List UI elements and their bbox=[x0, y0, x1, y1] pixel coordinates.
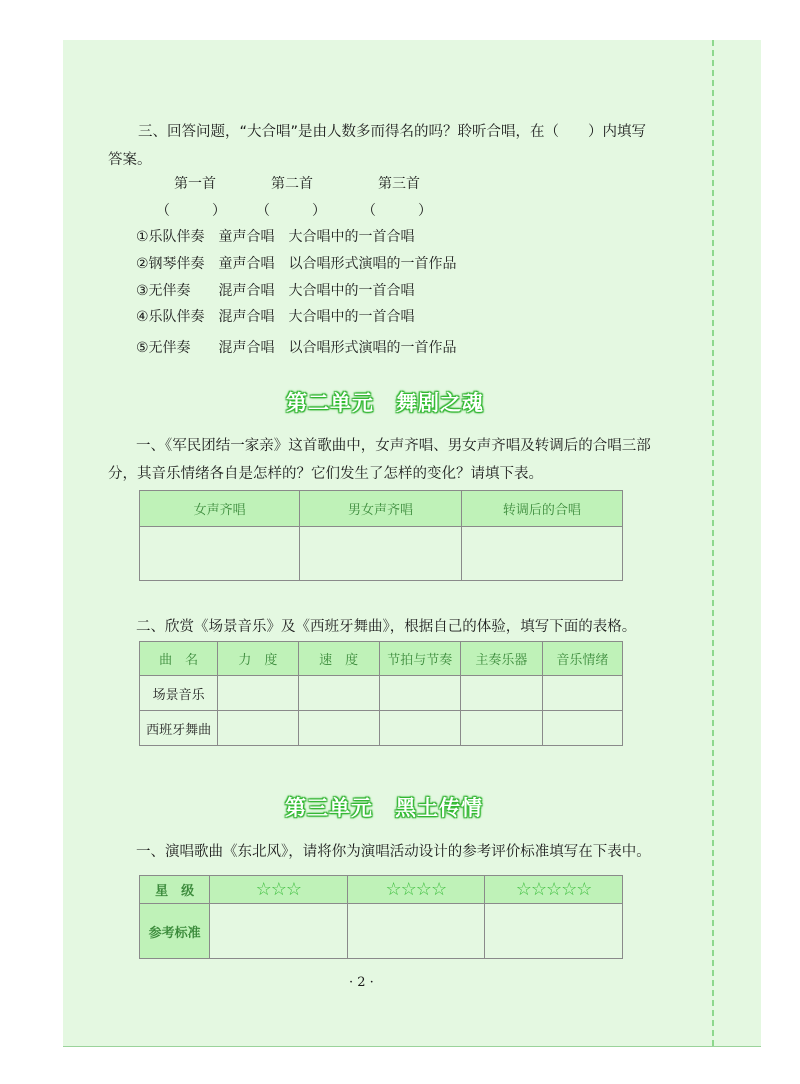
unit2-question2: 二、欣赏《场景音乐》及《西班牙舞曲》，根据自己的体验，填写下面的表格。 bbox=[136, 619, 637, 635]
table-cell[interactable] bbox=[379, 676, 460, 711]
table-cell[interactable] bbox=[379, 711, 460, 746]
star-rating-5 bbox=[485, 876, 623, 904]
song-label-1: 第一首 bbox=[174, 176, 216, 192]
table-cell[interactable] bbox=[485, 904, 623, 959]
table-cell[interactable] bbox=[460, 711, 542, 746]
unit2-title: 第二单元 舞剧之魂 bbox=[286, 391, 484, 415]
table-header: 曲 名 bbox=[140, 642, 218, 676]
table-cell[interactable] bbox=[210, 904, 347, 959]
star-icon: ☆☆☆ bbox=[255, 879, 302, 900]
table-cell[interactable] bbox=[542, 711, 622, 746]
star-rating-4 bbox=[347, 876, 485, 904]
option-1: ①乐队伴奏 童声合唱 大合唱中的一首合唱 bbox=[136, 229, 415, 245]
table-header: 速 度 bbox=[298, 642, 379, 676]
table-row-label: 场景音乐 bbox=[140, 676, 218, 711]
option-3: ③无伴奏 混声合唱 大合唱中的一首合唱 bbox=[136, 283, 415, 299]
table-header: 转调后的合唱 bbox=[461, 491, 622, 527]
star-icon: ☆☆☆☆ bbox=[385, 879, 447, 900]
table-header: 音乐情绪 bbox=[542, 642, 622, 676]
unit2-question1-line1: 一、《军民团结一家亲》这首歌曲中，女声齐唱、男女声齐唱及转调后的合唱三部 bbox=[136, 438, 651, 454]
unit3-title: 第三单元 黑土传情 bbox=[285, 796, 483, 820]
table-header: 节拍与节奏 bbox=[379, 642, 460, 676]
star-icon: ☆☆☆☆☆ bbox=[515, 879, 592, 900]
song-label-2: 第二首 bbox=[271, 176, 313, 192]
emotion-table bbox=[139, 490, 623, 581]
table-cell[interactable] bbox=[298, 711, 379, 746]
option-5: ⑤无伴奏 混声合唱 以合唱形式演唱的一首作品 bbox=[136, 340, 457, 356]
table-cell[interactable] bbox=[218, 711, 298, 746]
table-row-label: 西班牙舞曲 bbox=[140, 711, 218, 746]
table-cell[interactable] bbox=[300, 527, 461, 581]
table-cell[interactable] bbox=[460, 676, 542, 711]
table-cell[interactable] bbox=[140, 527, 300, 581]
rating-table bbox=[139, 875, 623, 959]
table-header: 女声齐唱 bbox=[140, 491, 300, 527]
appreciation-table bbox=[139, 641, 623, 746]
unit2-question1-line2: 分，其音乐情绪各自是怎样的？它们发生了怎样的变化？请填下表。 bbox=[108, 466, 543, 482]
answer-blank-2[interactable]: （ ） bbox=[256, 203, 326, 219]
table-header: 主奏乐器 bbox=[460, 642, 542, 676]
rating-label: 星 级 bbox=[140, 876, 210, 904]
table-cell[interactable] bbox=[298, 676, 379, 711]
table-cell[interactable] bbox=[347, 904, 485, 959]
table-header: 男女声齐唱 bbox=[300, 491, 461, 527]
question-3-line1: 三、回答问题，“大合唱”是由人数多而得名的吗？聆听合唱，在（ ）内填写 bbox=[138, 124, 647, 140]
question-3-line2: 答案。 bbox=[108, 152, 152, 168]
page-number: · 2 · bbox=[349, 975, 374, 990]
option-4: ④乐队伴奏 混声合唱 大合唱中的一首合唱 bbox=[136, 309, 415, 325]
star-rating-3 bbox=[210, 876, 347, 904]
page-bottom-line bbox=[63, 1046, 761, 1047]
unit3-question1: 一、演唱歌曲《东北风》，请将你为演唱活动设计的参考评价标准填写在下表中。 bbox=[136, 844, 651, 860]
answer-blank-3[interactable]: （ ） bbox=[362, 203, 432, 219]
song-label-3: 第三首 bbox=[378, 176, 420, 192]
table-cell[interactable] bbox=[542, 676, 622, 711]
option-2: ②钢琴伴奏 童声合唱 以合唱形式演唱的一首作品 bbox=[136, 256, 457, 272]
table-cell[interactable] bbox=[218, 676, 298, 711]
criteria-label: 参考标准 bbox=[140, 904, 210, 959]
cut-line bbox=[712, 40, 714, 1046]
answer-blank-1[interactable]: （ ） bbox=[156, 203, 226, 219]
table-header: 力 度 bbox=[218, 642, 298, 676]
table-cell[interactable] bbox=[461, 527, 622, 581]
